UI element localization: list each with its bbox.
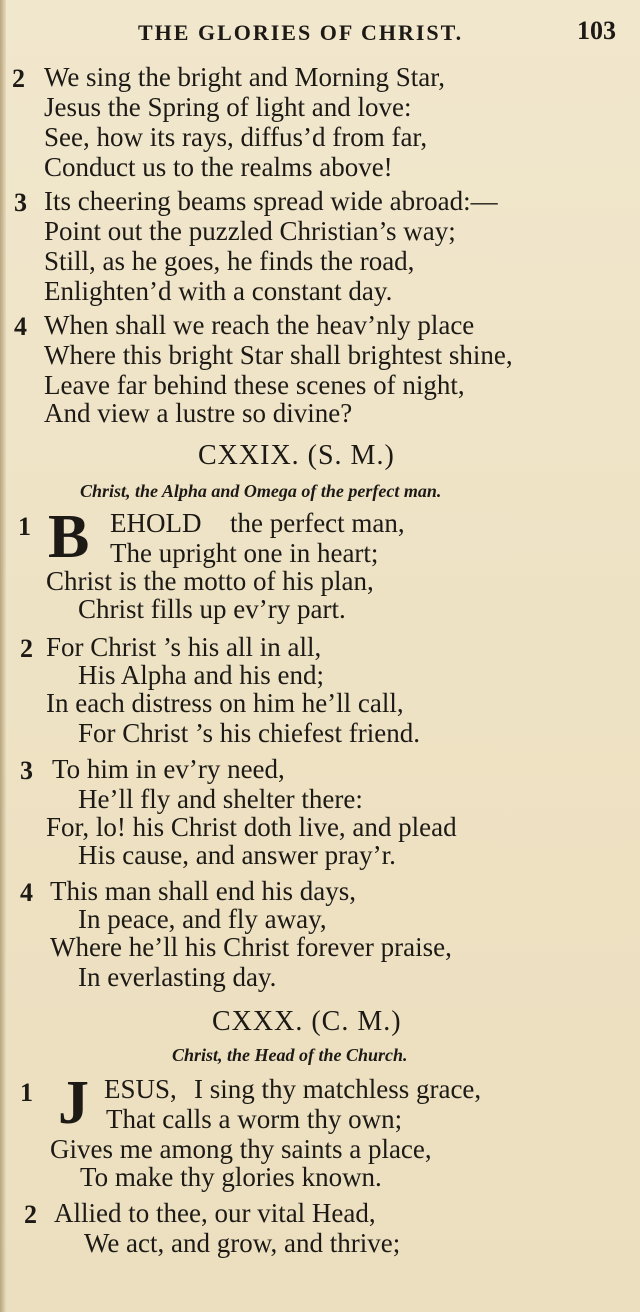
verse-number: 2 bbox=[20, 634, 33, 663]
verse-line: For Christ ’s his all in all, bbox=[46, 632, 322, 662]
drop-cap: J bbox=[58, 1069, 89, 1137]
first-word: ESUS, bbox=[104, 1074, 177, 1104]
verse-line: We act, and grow, and thrive; bbox=[84, 1228, 401, 1258]
running-title: THE GLORIES OF CHRIST. bbox=[138, 20, 464, 45]
verse-line: His Alpha and his end; bbox=[78, 660, 324, 690]
verse-line: Conduct us to the realms above! bbox=[44, 152, 393, 182]
verse-line: Enlighten’d with a constant day. bbox=[44, 276, 393, 306]
verse-line: For Christ ’s his chiefest friend. bbox=[78, 718, 420, 748]
verse-line: In peace, and fly away, bbox=[78, 904, 327, 934]
verse-number: 3 bbox=[20, 756, 33, 785]
verse-line: Leave far behind these scenes of night, bbox=[44, 370, 465, 400]
verse-number: 1 bbox=[18, 512, 31, 541]
verse-line: Christ is the motto of his plan, bbox=[46, 566, 374, 596]
verse-line: Christ fills up ev’ry part. bbox=[78, 594, 346, 624]
verse-line: That calls a worm thy own; bbox=[106, 1104, 403, 1134]
verse-line: He’ll fly and shelter there: bbox=[78, 784, 363, 814]
verse-line: In each distress on him he’ll call, bbox=[46, 688, 404, 718]
hymn-title: CXXIX. (S. M.) bbox=[198, 440, 395, 471]
verse-line: We sing the bright and Morning Star, bbox=[44, 62, 445, 92]
verse-line: Jesus the Spring of light and love: bbox=[44, 92, 412, 122]
verse-number: 4 bbox=[20, 878, 33, 907]
hymn-subtitle: Christ, the Alpha and Omega of the perfect man. bbox=[80, 481, 442, 501]
verse-line: And view a lustre so divine? bbox=[44, 398, 353, 428]
verse-line: Allied to thee, our vital Head, bbox=[54, 1198, 376, 1228]
verse-line: In everlasting day. bbox=[78, 962, 277, 992]
verse-line: The upright one in heart; bbox=[110, 538, 379, 568]
verse-line: Gives me among thy saints a place, bbox=[50, 1134, 432, 1164]
verse-line: This man shall end his days, bbox=[50, 876, 356, 906]
verse-line: Where this bright Star shall brightest shine, bbox=[44, 340, 513, 370]
verse-number: 2 bbox=[24, 1200, 37, 1229]
hymn-title: CXXX. (C. M.) bbox=[212, 1006, 402, 1037]
verse-line: When shall we reach the heav’nly place bbox=[44, 310, 475, 340]
hymn-subtitle: Christ, the Head of the Church. bbox=[172, 1045, 408, 1065]
verse-number: 2 bbox=[12, 64, 25, 93]
verse-line: His cause, and answer pray’r. bbox=[78, 840, 396, 870]
first-word: EHOLD bbox=[110, 508, 202, 538]
page-gutter bbox=[0, 0, 6, 1312]
verse-line: I sing thy matchless grace, bbox=[194, 1074, 482, 1104]
drop-cap: B bbox=[48, 503, 90, 571]
verse-line: Its cheering beams spread wide abroad:— bbox=[44, 186, 498, 216]
verse-line: For, lo! his Christ doth live, and plead bbox=[46, 812, 457, 842]
verse-number: 1 bbox=[20, 1078, 33, 1107]
verse-line: Still, as he goes, he finds the road, bbox=[44, 246, 415, 276]
verse-line: Point out the puzzled Christian’s way; bbox=[44, 216, 456, 246]
verse-line: the perfect man, bbox=[230, 508, 405, 538]
verse-line: See, how its rays, diffus’d from far, bbox=[44, 122, 428, 152]
verse-line: To him in ev’ry need, bbox=[52, 754, 285, 784]
verse-line: Where he’ll his Christ forever praise, bbox=[50, 932, 452, 962]
verse-number: 3 bbox=[14, 188, 27, 217]
verse-number: 4 bbox=[14, 312, 27, 341]
page-number: 103 bbox=[577, 16, 616, 45]
verse-line: To make thy glories known. bbox=[80, 1162, 382, 1192]
